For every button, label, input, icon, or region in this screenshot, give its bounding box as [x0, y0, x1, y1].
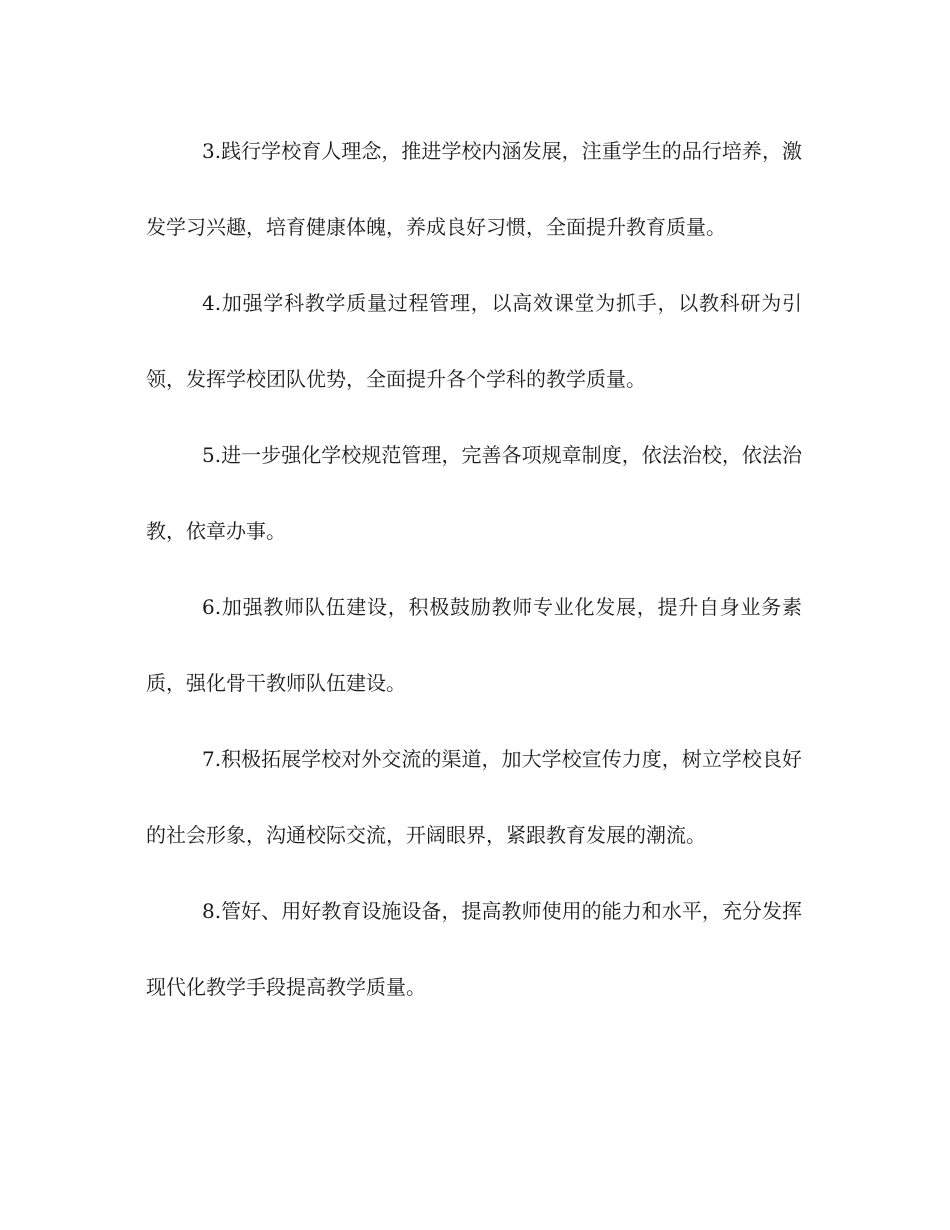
paragraph-item-3: 3.践行学校育人理念，推进学校内涵发展，注重学生的品行培养，激发学习兴趣，培育健康体魄，养成良好习惯，全面提升教育质量。 — [146, 139, 802, 239]
paragraph-item-5: 5.进一步强化学校规范管理，完善各项规章制度，依法治校，依法治教，依章办事。 — [146, 443, 802, 543]
paragraph-item-6: 6.加强教师队伍建设，积极鼓励教师专业化发展，提升自身业务素质，强化骨干教师队伍建设。 — [146, 595, 802, 695]
paragraph-item-7: 7.积极拓展学校对外交流的渠道，加大学校宣传力度，树立学校良好的社会形象，沟通校际交流，开阔眼界，紧跟教育发展的潮流。 — [146, 747, 802, 847]
document-body — [146, 113, 802, 1025]
paragraph-item-4: 4.加强学科教学质量过程管理，以高效课堂为抓手，以教科研为引领，发挥学校团队优势，全面提升各个学科的教学质量。 — [146, 291, 802, 391]
paragraph-item-8: 8.管好、用好教育设施设备，提高教师使用的能力和水平，充分发挥现代化教学手段提高教学质量。 — [146, 899, 802, 999]
